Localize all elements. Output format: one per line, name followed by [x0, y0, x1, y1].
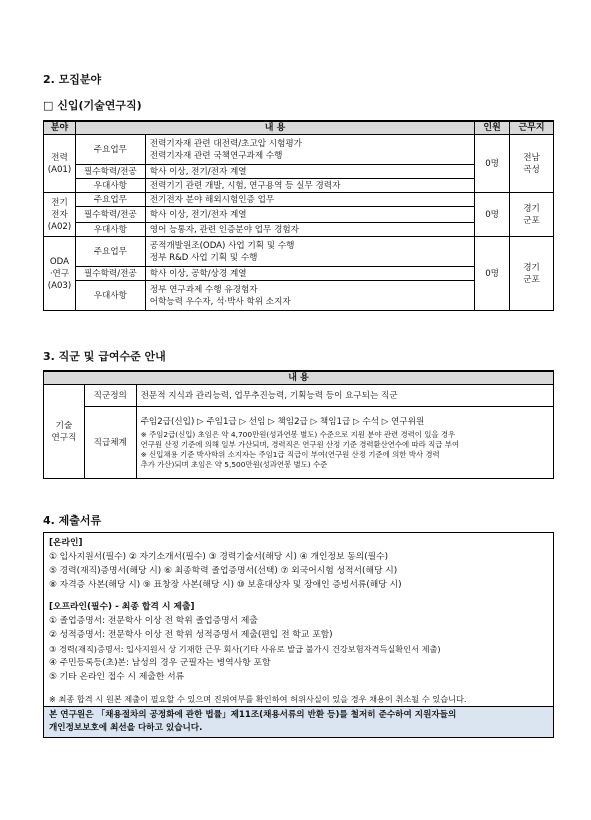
field-a02: 전기 전자 (A02) [44, 193, 76, 237]
list-item: ⑧ 자격증 사본(해당 시) ⑨ 표창장 사본(해당 시) ⑩ 보훈대상자 및 장애인 증빙서류(해당 시) [49, 580, 402, 590]
field-a03: ODA ·연구 (A03) [44, 237, 76, 311]
duties-text: 공적개발원조(ODA) 사업 기획 및 수행 정부 R&D 사업 기획 및 수행 [145, 237, 474, 267]
final-note: ※ 최종 합격 시 원본 제출이 필요할 수 있으며 진위여부를 확인하여 허위사실이 있을 경우 채용이 취소될 수 있습니다. [49, 694, 467, 704]
pref-text: 정부 연구과제 수행 유경험자 어학능력 우수자, 석·박사 학위 소지자 [145, 281, 474, 311]
table-row [44, 193, 554, 207]
req-text: 학사 이상, 전기/전자 계열 [145, 207, 474, 223]
pref-label: 우대사항 [75, 179, 145, 193]
rank-ladder: 주임2급(신입) ▷ 주임1급 ▷ 선임 ▷ 책임2급 ▷ 책임1급 ▷ 수석 ▷ 연구위원 [140, 416, 425, 427]
section4-title: 4. 제출서류 [43, 514, 102, 527]
sys-text [136, 407, 553, 479]
header-field: 분야 [44, 121, 76, 135]
header-content: 내 용 [75, 121, 474, 135]
req-text: 학사 이상, 전기/전자 계열 [145, 165, 474, 179]
list-item: ⑤ 경력(재직)증명서(해당 시) ⑥ 최종학력 졸업증명서(선택) ⑦ 외국어시험 성적서(해당 시) [49, 566, 398, 576]
field-a01: 전력 (A01) [44, 135, 76, 193]
header-count: 인원 [475, 121, 510, 135]
documents-box [43, 532, 554, 738]
pref-text: 영어 능통자, 관련 인증분야 업무 경험자 [145, 223, 474, 237]
section2-subtitle: □ 신입(기술연구직) [43, 99, 142, 112]
rank-header-row [44, 371, 554, 385]
pref-text: 전력기기 관련 개발, 시험, 연구용역 등 실무 경력자 [145, 179, 474, 193]
location-a02: 경기 군포 [510, 193, 554, 237]
privacy-notice: 본 연구원은 「채용절차의 공정화에 관한 법률」제11조(채용서류의 반환 등)를 철저히 준수하여 지원자들의 개인정보보호에 최선을 다하고 있습니다. [44, 706, 553, 737]
job-group: 기술 연구직 [44, 385, 85, 479]
location-a01: 전남 곡성 [510, 135, 554, 193]
duties-text: 전력기자재 관련 대전력/초고압 시험평가 전력기자재 관련 국책연구과제 수행 [145, 135, 474, 165]
offline-title: [오프라인(필수) - 최종 합격 시 제출] [49, 602, 195, 612]
list-item: ② 성적증명서: 전문학사 이상 전 학위 성적증명서 제출(편입 전 학교 포함) [49, 630, 333, 640]
def-label: 직군정의 [84, 385, 136, 407]
duties-label: 주요업무 [75, 237, 145, 267]
rank-table [43, 370, 554, 479]
section2-title: 2. 모집분야 [43, 73, 102, 86]
sys-label: 직급체계 [84, 407, 136, 479]
table-row [44, 385, 554, 407]
section3-title: 3. 직군 및 급여수준 안내 [43, 350, 166, 363]
count-a02: 0명 [475, 193, 510, 237]
list-item: ⑤ 기타 온라인 접수 시 제출한 서류 [49, 672, 185, 682]
count-a01: 0명 [475, 135, 510, 193]
location-a03: 경기 군포 [510, 237, 554, 311]
recruit-table [43, 120, 554, 311]
pref-label: 우대사항 [75, 223, 145, 237]
salary-notes: ※ 주임2급(신입) 초임은 약 4,700만원(성과연봉 별도) 수준으로 지원 분야 관련 경력이 있을 경우 연구원 산정 기준에 의해 일부 가산되며, 경력직은 연구원 산정 기준 경력환산연수에 따라 직급 부여 ※ 신입채용 기준 박사학위 소지자는 주임1급 직급이 부여(연구원 산정 기준에 의한 박사 경력 추가 가산)되며 초임은 약 5,500만원(성과연봉 별도) 수준 [140, 429, 460, 469]
def-text: 전문적 지식과 관리능력, 업무추진능력, 기획능력 등이 요구되는 직군 [136, 385, 553, 407]
list-item: ③ 경력(재직)증명서: 입사지원서 상 기재한 근무 회사(기타 사유로 발급 불가시 건강보험자격득실확인서 제출) [49, 644, 441, 654]
list-item: ① 졸업증명서: 전문학사 이상 전 학위 졸업증명서 제출 [49, 616, 258, 626]
req-text: 학사 이상, 공학/상경 계열 [145, 267, 474, 281]
count-a03: 0명 [475, 237, 510, 311]
duties-label: 주요업무 [75, 135, 145, 165]
req-label: 필수학력/전공 [75, 207, 145, 223]
table-row [44, 135, 554, 165]
online-title: [온라인] [49, 538, 83, 548]
table-row [44, 407, 554, 479]
recruit-header-row [44, 121, 554, 135]
req-label: 필수학력/전공 [75, 267, 145, 281]
duties-text: 전기전자 분야 해외시험인증 업무 [145, 193, 474, 207]
rank-header: 내 용 [44, 371, 554, 385]
header-location: 근무지 [510, 121, 554, 135]
req-label: 필수학력/전공 [75, 165, 145, 179]
table-row [44, 237, 554, 267]
list-item: ① 입사지원서(필수) ② 자기소개서(필수) ③ 경력기술서(해당 시) ④ 개인정보 동의(필수) [49, 552, 389, 562]
list-item: ④ 주민등록등(초)본: 남성의 경우 군필자는 병역사항 포함 [49, 658, 271, 668]
pref-label: 우대사항 [75, 281, 145, 311]
duties-label: 주요업무 [75, 193, 145, 207]
